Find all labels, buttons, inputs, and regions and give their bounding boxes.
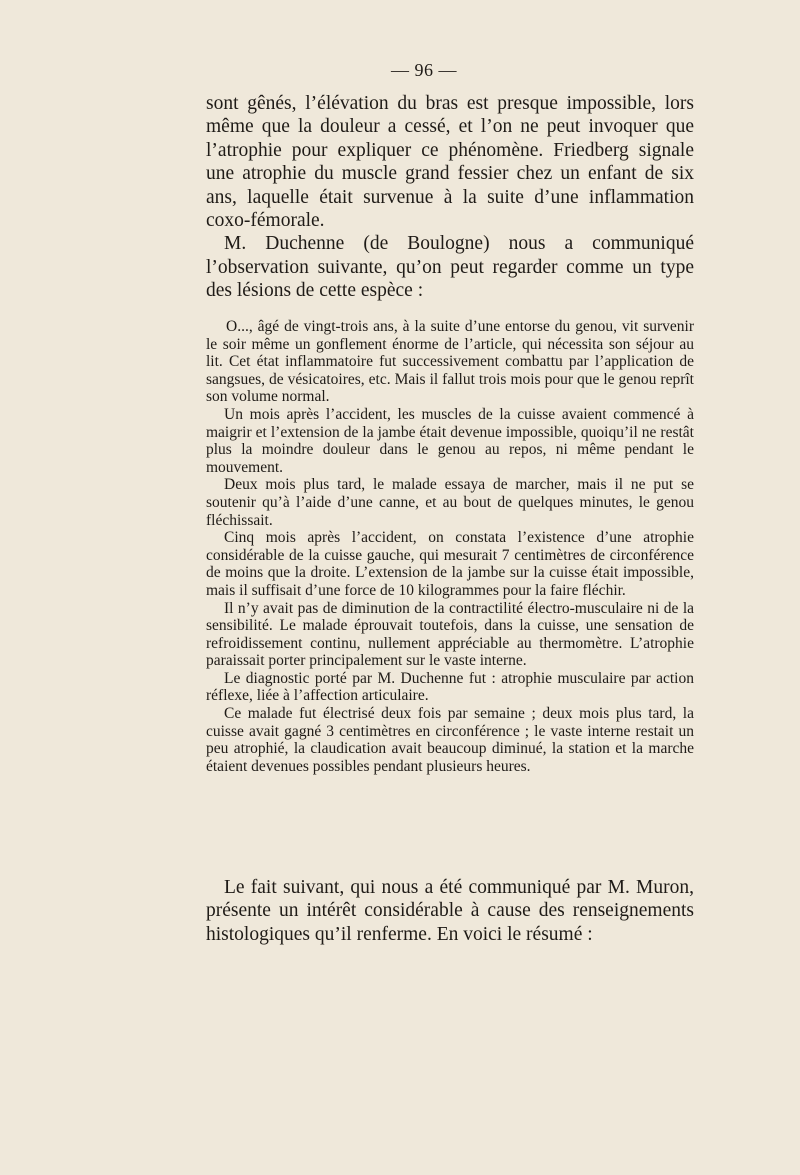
- observation-paragraph-1: O..., âgé de vingt-trois ans, à la suite d’une entorse du genou, vit survenir le soir même un gonflement énorme de l’article, qui nécessita son séjour au lit. Cet état inflammatoire fut successivement combattu par l’application de sangsues, de vésicatoires, etc. Mais il fallut trois mois pour que le genou reprît son volume normal.: [206, 318, 694, 406]
- observation-paragraph-6: Le diagnostic porté par M. Duchenne fut : atrophie musculaire par action réflexe, liée à l’affection articulaire.: [206, 669, 694, 705]
- closing-text: [206, 876, 694, 946]
- paragraph-1: sont gênés, l’élévation du bras est presque impossible, lors même que la douleur a cessé, et l’on ne peut invoquer que l’atrophie pour expliquer ce phénomène. Friedberg signale une atrophie du muscle grand fessier chez un enfant de six ans, laquelle était survenue à la suite d’une inflammation coxo-fémorale.: [206, 93, 694, 232]
- opening-text: [206, 92, 694, 303]
- page-number: — 96 —: [391, 60, 457, 80]
- observation-paragraph-4: Cinq mois après l’accident, on constata l’existence d’une atrophie considérable de la cuisse gauche, qui mesurait 7 centimètres de circonférence de moins que la droite. L’extension de la jambe sur la cuisse était impossible, mais il suffisait d’une force de 10 kilogrammes pour la faire fléchir.: [206, 529, 694, 599]
- observation-block: [206, 318, 694, 775]
- observation-paragraph-5: Il n’y avait pas de diminution de la contractilité électro-musculaire ni de la sensibilité. Le malade éprouvait toutefois, dans la cuisse, une sensation de refroidissement continu, nullement appréciable au thermomètre. L’atrophie paraissait porter principalement sur le vaste interne.: [206, 599, 694, 670]
- observation-paragraph-3: Deux mois plus tard, le malade essaya de marcher, mais il ne put se soutenir qu’à l’aide d’une canne, et au bout de quelques minutes, le genou fléchissait.: [206, 476, 694, 529]
- observation-paragraph-7: Ce malade fut électrisé deux fois par semaine ; deux mois plus tard, la cuisse avait gagné 3 centimètres en circonférence ; le vaste interne restait un peu atrophié, la claudication avait beaucoup diminué, la station et la marche étaient devenues possibles pendant plusieurs heures.: [206, 705, 694, 775]
- paragraph-2: M. Duchenne (de Boulogne) nous a communiqué l’observation suivante, qu’on peut regarder comme un type des lésions de cette espèce :: [206, 233, 694, 302]
- observation-paragraph-2: Un mois après l’accident, les muscles de la cuisse avaient commencé à maigrir et l’extension de la jambe était devenue impossible, quoiqu’il ne restât plus la moindre douleur dans le genou au repos, ni même pendant le mouvement.: [206, 405, 694, 476]
- paragraph-3: Le fait suivant, qui nous a été communiqué par M. Muron, présente un intérêt considérable à cause des renseignements histologiques qu’il renferme. En voici le résumé :: [206, 877, 694, 945]
